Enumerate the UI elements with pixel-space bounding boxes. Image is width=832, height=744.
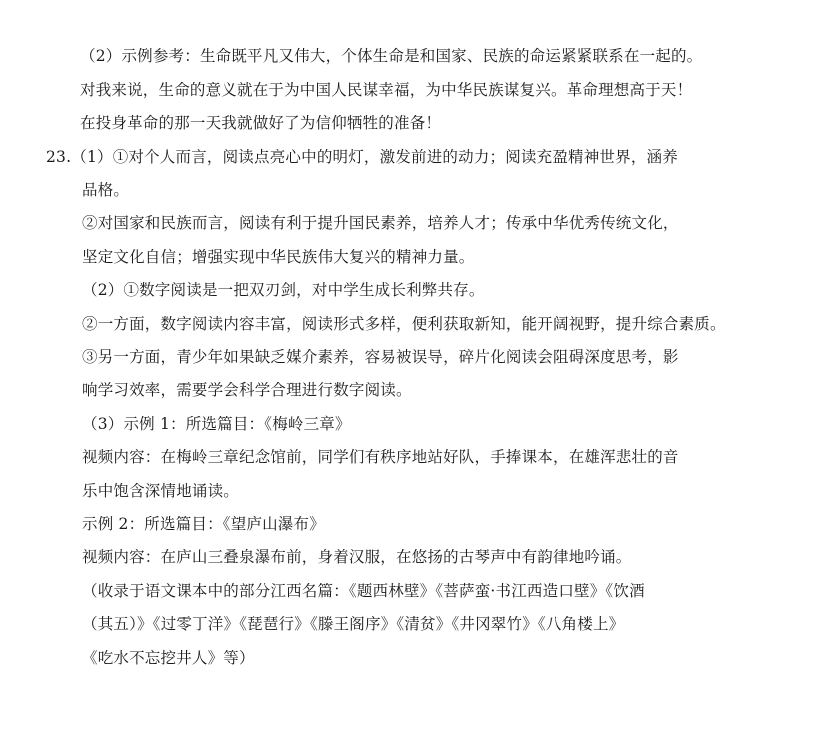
question-23-line-1: 23.（1）①对个人而言，阅读点亮心中的明灯，激发前进的动力；阅读充盈精神世界，涵养 (46, 148, 678, 166)
text-line-19: 《吃水不忘挖井人》等） (82, 649, 255, 667)
text-line-16: 视频内容：在庐山三叠泉瀑布前，身着汉服，在悠扬的古琴声中有韵律地吟诵。 (82, 548, 632, 566)
text-line-7: 坚定文化自信；增强实现中华民族伟大复兴的精神力量。 (82, 248, 475, 266)
text-line-14: 乐中饱含深情地诵读。 (82, 482, 240, 500)
text-line-9: ②一方面，数字阅读内容丰富，阅读形式多样，便利获取新知，能开阔视野，提升综合素质。 (82, 315, 726, 333)
text-line-5: 品格。 (82, 181, 130, 199)
text-line-10: ③另一方面，青少年如果缺乏媒介素养，容易被误导，碎片化阅读会阻碍深度思考，影 (82, 348, 679, 366)
text-line-8: （2）①数字阅读是一把双刃剑，对中学生成长利弊共存。 (82, 281, 485, 299)
text-line-18: （其五）》《过零丁洋》《琵琶行》《滕王阁序》《清贫》《井冈翠竹》《八角楼上》 (82, 615, 625, 633)
text-line-11: 响学习效率，需要学会科学合理进行数字阅读。 (82, 381, 412, 399)
text-line-6: ②对国家和民族而言，阅读有利于提升国民素养，培养人才；传承中华优秀传统文化， (82, 214, 679, 232)
text-line-1: （2）示例参考：生命既平凡又伟大，个体生命是和国家、民族的命运紧紧联系在一起的。 (80, 47, 703, 65)
text-line-3: 在投身革命的那一天我就做好了为信仰牺牲的准备！ (80, 114, 442, 132)
text-line-15: 示例 2：所选篇目：《望庐山瀑布》 (82, 515, 325, 533)
text-line-12: （3）示例 1：所选篇目：《梅岭三章》 (82, 415, 351, 433)
text-line-2: 对我来说，生命的意义就在于为中国人民谋幸福，为中华民族谋复兴。革命理想高于天！ (80, 81, 693, 99)
text-line-13: 视频内容：在梅岭三章纪念馆前，同学们有秩序地站好队，手捧课本，在雄浑悲壮的音 (82, 448, 679, 466)
text-line-17: （收录于语文课本中的部分江西名篇：《题西林壁》《菩萨蛮·书江西造口壁》《饮酒 (82, 582, 645, 600)
